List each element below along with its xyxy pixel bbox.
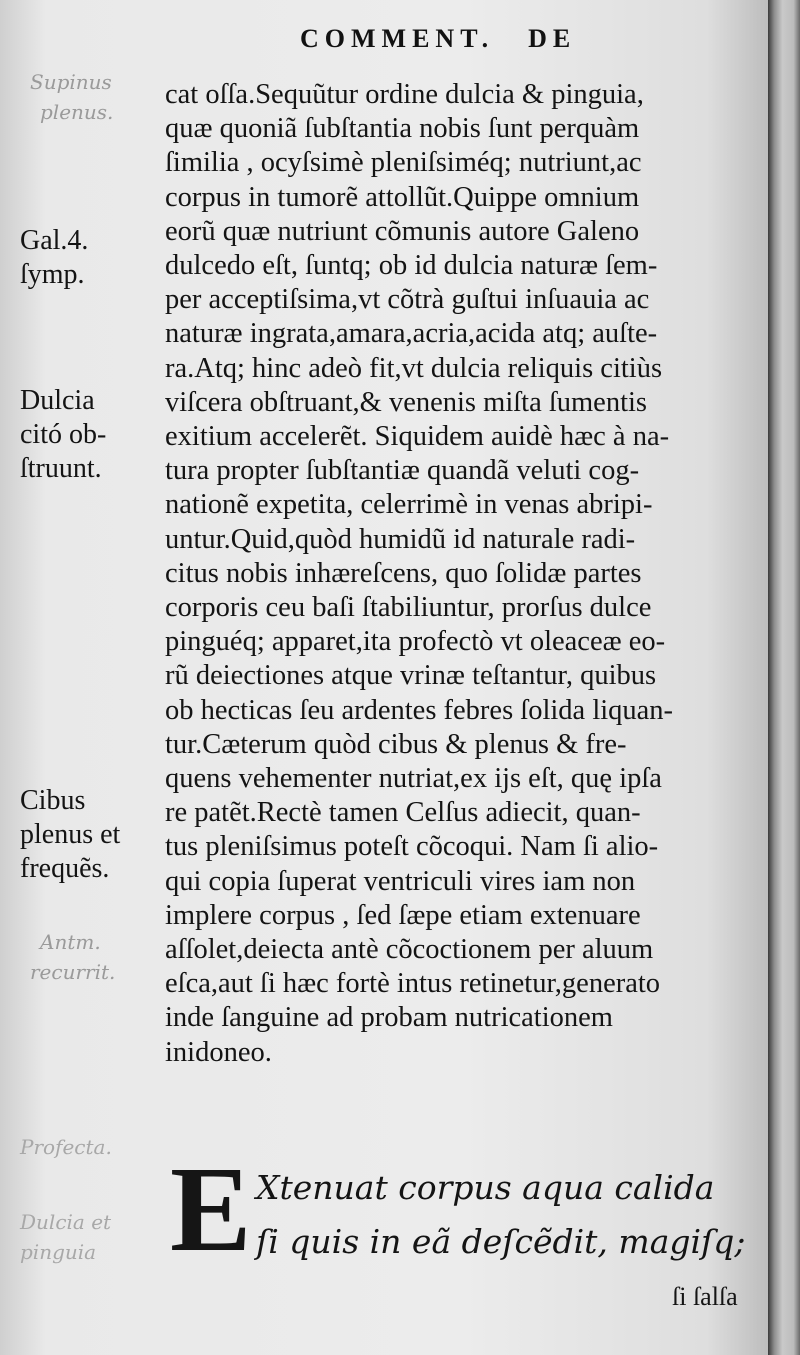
- body-line: pinguéq; apparet,ita profectò vt oleaceæ eo-: [165, 626, 666, 658]
- body-line: quens vehementer nutriat,ex ĳs eſt, quę ipſa: [165, 763, 662, 795]
- show-through-text: Profecta.: [20, 1135, 112, 1159]
- margin-note-line: plenus et: [20, 819, 121, 850]
- body-line: naturæ ingrata,amara,acria,acida atq; auſte-: [165, 318, 658, 350]
- body-line: corporis ceu baſi ſtabiliuntur, prorſus dulce: [165, 592, 652, 624]
- body-line: tura propter ſubſtantiæ quandã veluti cog-: [165, 455, 640, 487]
- body-line: eorũ quæ nutriunt cõmunis autore Galeno: [165, 215, 640, 247]
- body-text: [165, 78, 755, 1070]
- body-line: dulcedo eſt, ſuntq; ob id dulcia naturæ ſem-: [165, 250, 658, 282]
- body-line: viſcera obſtruant,& venenis miſta ſumentis: [165, 386, 648, 418]
- margin-note-dulcia: [20, 384, 106, 486]
- body-line: eſca,aut ſi hæc fortè intus retinetur,generato: [165, 968, 661, 1000]
- catchword: ſi ſalſa: [672, 1282, 738, 1311]
- body-line: re patẽt.Rectè tamen Celſus adiecit, quan-: [165, 797, 641, 829]
- show-through-text: Antm.: [40, 930, 101, 954]
- show-through-text: Supinus: [30, 70, 112, 94]
- show-through-text: pinguia: [20, 1240, 97, 1264]
- body-line: untur.Quid,quòd humidũ id naturale radi-: [165, 523, 636, 555]
- body-line: citus nobis inhæreſcens, quo ſolidæ partes: [165, 557, 642, 589]
- body-line: corpus in tumorẽ attollũt.Quippe omnium: [165, 181, 640, 213]
- body-line: aſſolet,deiecta antè cõcoctionem per aluum: [165, 934, 654, 966]
- facing-page-edge: [768, 0, 800, 1355]
- body-line: ſimilia , ocyſsimè pleniſsiméq; nutriunt,ac: [165, 147, 642, 179]
- section-first-line: Xtenuat corpus aqua calida: [256, 1168, 715, 1207]
- body-line: cat oſſa.Sequũtur ordine dulcia & pinguia,: [165, 79, 644, 110]
- body-line: rũ deiectiones atque vrinæ teſtantur, quibus: [165, 660, 657, 692]
- body-line: ob hecticas ſeu ardentes febres ſolida liquan-: [165, 694, 674, 726]
- margin-note-line: ſymp.: [20, 259, 85, 290]
- section-second-line: ſi quis in eã deſcẽdit, magiſq;: [256, 1222, 746, 1261]
- show-through-text: plenus.: [40, 100, 114, 124]
- body-line: qui copia ſuperat ventriculi vires iam non: [165, 865, 636, 897]
- margin-note-line: citó ob-: [20, 419, 107, 450]
- body-line: tus pleniſsimus poteſt cõcoqui. Nam ſi alio-: [165, 831, 659, 863]
- margin-note-line: Cibus: [20, 785, 86, 816]
- body-line: ra.Atq; hinc adeò fit,vt dulcia reliquis citiùs: [165, 352, 663, 384]
- body-line: quæ quoniã ſubſtantia nobis ſunt perquàm: [165, 113, 640, 145]
- margin-note-line: Gal.4.: [20, 225, 89, 256]
- show-through-text: recurrit.: [30, 960, 116, 984]
- margin-note-line: ſtruunt.: [20, 453, 102, 484]
- body-line: per acceptiſsima,vt cõtrà guſtui inſuauia ac: [165, 284, 650, 316]
- body-line: nationẽ expetita, celerrimè in venas abripi-: [165, 489, 653, 521]
- body-line: tur.Cæterum quòd cibus & plenus & fre-: [165, 728, 627, 760]
- margin-note-line: Dulcia: [20, 385, 95, 416]
- show-through-text: Dulcia et: [20, 1210, 112, 1234]
- body-line: inidoneo.: [165, 1036, 272, 1068]
- margin-note-galen: [20, 224, 88, 292]
- running-header: [300, 24, 610, 54]
- header-word: DE: [528, 24, 577, 53]
- margin-note-cibus: [20, 784, 120, 886]
- body-line: exitium accelerẽt. Siquidem auidè hæc à na-: [165, 421, 670, 453]
- margin-note-line: frequẽs.: [20, 853, 110, 884]
- body-line: implere corpus , ſed ſæpe etiam extenuare: [165, 899, 641, 931]
- body-line: inde ſanguine ad probam nutricationem: [165, 1002, 613, 1034]
- drop-cap: E: [170, 1142, 252, 1277]
- header-word: COMMENT.: [300, 24, 495, 53]
